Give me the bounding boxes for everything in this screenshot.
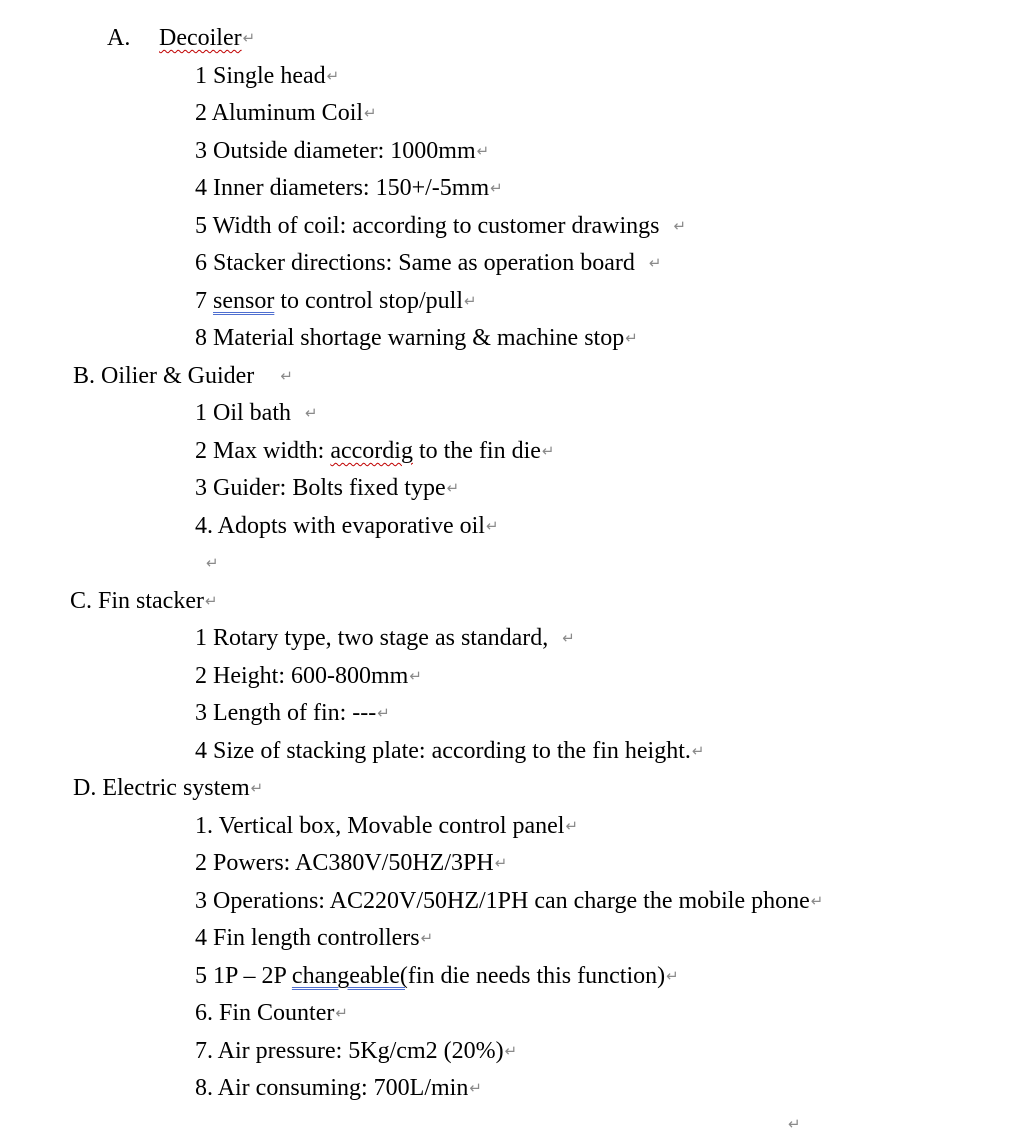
list-item <box>195 212 686 240</box>
paragraph-mark-icon: ↵ <box>490 179 503 197</box>
list-item-text: to the fin die <box>412 438 541 464</box>
list-item-text: 4 Fin length controllers <box>195 925 420 951</box>
paragraph-mark-icon: ↵ <box>326 67 340 85</box>
list-item <box>195 737 704 765</box>
paragraph-mark-icon: ↵ <box>666 967 679 985</box>
section-b-heading <box>73 362 293 390</box>
list-item-text: 5 1P – 2P <box>195 963 292 989</box>
list-item <box>195 324 638 352</box>
list-item <box>195 512 499 540</box>
paragraph-mark-icon: ↵ <box>673 217 687 235</box>
list-item-text: 1 Single head <box>195 63 326 89</box>
paragraph-mark-icon: ↵ <box>469 1079 482 1097</box>
section-c-title: C. Fin stacker <box>70 588 204 614</box>
empty-paragraph <box>205 549 219 577</box>
list-item <box>195 62 339 90</box>
paragraph-mark-icon: ↵ <box>541 442 555 460</box>
paragraph-mark-icon: ↵ <box>204 592 218 610</box>
section-a-heading <box>107 24 255 52</box>
paragraph-mark-icon: ↵ <box>364 104 377 122</box>
paragraph-mark-icon: ↵ <box>504 1042 518 1060</box>
paragraph-mark-icon: ↵ <box>280 367 293 385</box>
flagged-word: sensor <box>213 288 275 314</box>
paragraph-mark-icon: ↵ <box>377 704 390 722</box>
list-item-text: 6 Stacker directions: Same as operation board <box>195 250 635 276</box>
list-item <box>195 174 503 202</box>
list-item <box>195 924 433 952</box>
list-item-text: 2 Aluminum Coil <box>195 100 364 126</box>
list-item-text: 1 Rotary type, two stage as standard, <box>195 625 549 651</box>
paragraph-mark-icon: ↵ <box>206 554 219 572</box>
section-c-heading <box>70 587 218 615</box>
list-item <box>195 1074 482 1102</box>
list-item-text: 2 Max width: <box>195 438 331 464</box>
list-item-text: 5 Width of coil: according to customer drawings <box>195 213 660 239</box>
list-item <box>195 849 507 877</box>
list-item-text: fin die needs this function) <box>407 963 666 989</box>
list-item <box>195 962 679 990</box>
list-item-text: 4. Adopts with evaporative oil <box>195 513 485 539</box>
paragraph-mark-icon: ↵ <box>464 292 477 310</box>
paragraph-mark-icon: ↵ <box>565 817 579 835</box>
list-item-text: 6. Fin Counter <box>195 1000 335 1026</box>
list-item <box>195 699 390 727</box>
list-item <box>195 437 555 465</box>
list-item-text: 3 Operations: AC220V/50HZ/1PH can charge the mobile phone <box>195 888 810 914</box>
list-item-text: 4 Inner diameters: 150+/-5mm <box>195 175 490 201</box>
paragraph-mark-icon: ↵ <box>494 854 508 872</box>
paragraph-mark-icon: ↵ <box>810 892 824 910</box>
list-item <box>195 1037 517 1065</box>
list-item-text: 1 Oil bath <box>195 400 291 426</box>
list-item <box>195 399 318 427</box>
list-item <box>195 99 377 127</box>
paragraph-mark-icon: ↵ <box>648 254 662 272</box>
paragraph-mark-icon: ↵ <box>625 329 638 347</box>
list-item <box>195 137 489 165</box>
paragraph-mark-icon: ↵ <box>305 404 318 422</box>
list-item-text: 8. Air consuming: 700L/min <box>195 1075 469 1101</box>
list-item <box>195 662 422 690</box>
list-item-text: 3 Outside diameter: 1000mm <box>195 138 476 164</box>
flagged-word: accordig <box>330 438 413 464</box>
list-item-text: 3 Guider: Bolts fixed type <box>195 475 446 501</box>
list-item-text: 1. Vertical box, Movable control panel <box>195 813 565 839</box>
paragraph-mark-icon: ↵ <box>242 29 256 47</box>
list-item-text: 4 Size of stacking plate: according to the fin height. <box>195 738 691 764</box>
section-b-title: B. Oilier & Guider <box>73 363 255 389</box>
list-item-text: 7 <box>195 288 213 314</box>
flagged-word: changeable( <box>291 963 408 989</box>
section-a-title: Decoiler <box>159 25 242 51</box>
paragraph-mark-icon: ↵ <box>691 742 705 760</box>
paragraph-mark-icon: ↵ <box>409 667 422 685</box>
list-item-text: 8 Material shortage warning & machine stop <box>195 325 625 351</box>
paragraph-mark-icon: ↵ <box>476 142 490 160</box>
list-item <box>195 287 477 315</box>
section-d-title: D. Electric system <box>73 775 250 801</box>
paragraph-mark-icon: ↵ <box>485 517 499 535</box>
list-item-text: 2 Powers: AC380V/50HZ/3PH <box>195 850 494 876</box>
list-item-text: 7. Air pressure: 5Kg/cm2 (20%) <box>195 1038 504 1064</box>
paragraph-mark-icon: ↵ <box>420 929 434 947</box>
paragraph-mark-icon: ↵ <box>788 1115 801 1133</box>
list-item <box>195 249 661 277</box>
section-d-heading <box>73 774 263 802</box>
empty-paragraph <box>787 1110 801 1138</box>
paragraph-mark-icon: ↵ <box>446 479 460 497</box>
paragraph-mark-icon: ↵ <box>250 779 264 797</box>
paragraph-mark-icon: ↵ <box>562 629 575 647</box>
list-item <box>195 474 459 502</box>
list-item-text: to control stop/pull <box>274 288 463 314</box>
list-item <box>195 887 823 915</box>
list-item <box>195 812 578 840</box>
section-a-letter: A. <box>107 25 131 51</box>
paragraph-mark-icon: ↵ <box>335 1004 348 1022</box>
list-item-text: 3 Length of fin: --- <box>195 700 377 726</box>
list-item-text: 2 Height: 600-800mm <box>195 663 409 689</box>
list-item <box>195 999 348 1027</box>
list-item <box>195 624 575 652</box>
